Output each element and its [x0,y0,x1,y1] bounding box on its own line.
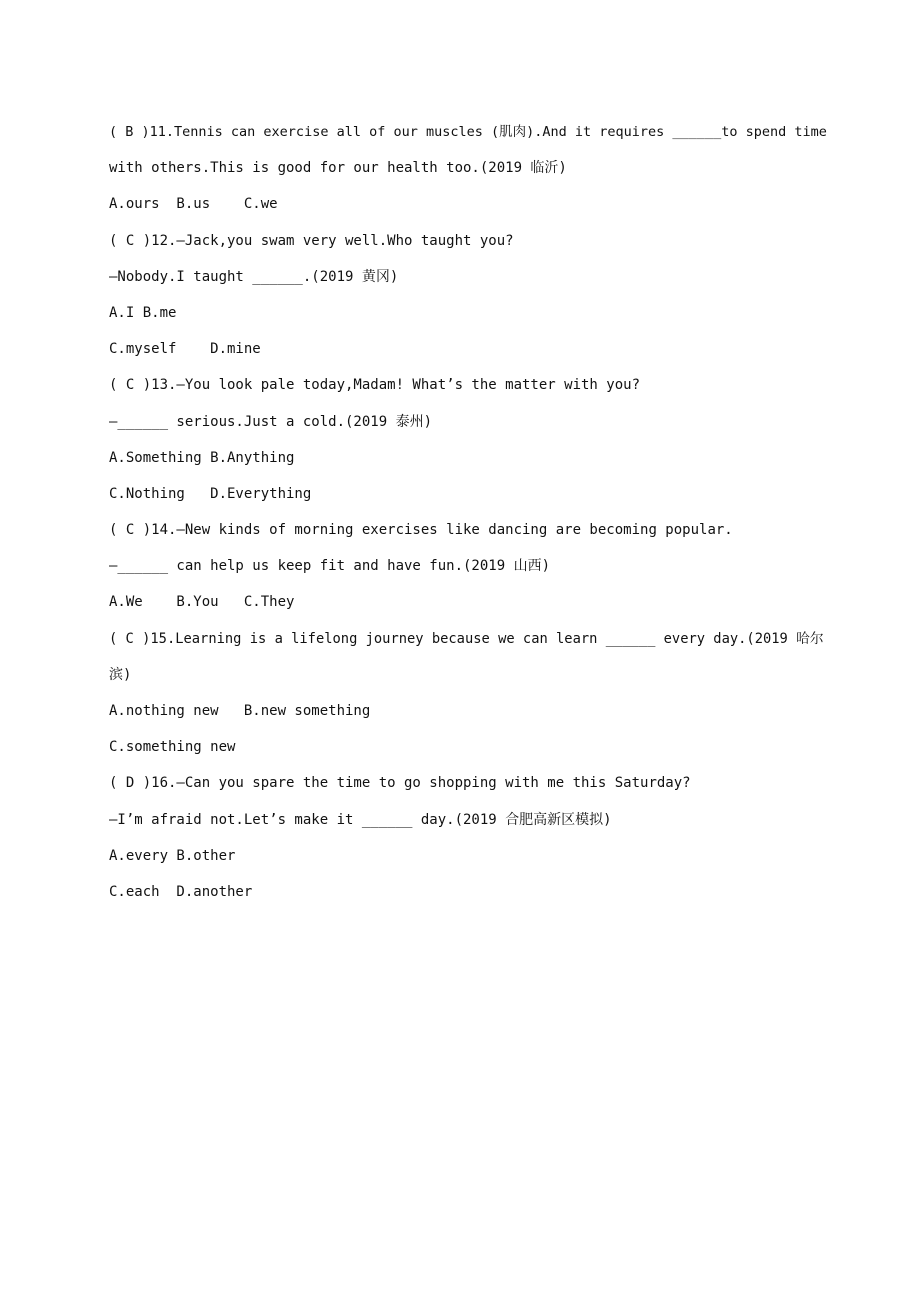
question-13-reply: —______ serious.Just a cold.(2019 泰州) [109,413,433,430]
question-14-stem: ( C )14.—New kinds of morning exercises like dancing are becoming popular. [109,522,733,539]
question-12-options-ab: A.I B.me [109,304,177,321]
question-15-options-ab: A.nothing new B.new something [109,703,371,719]
question-15-stem: ( C )15.Learning is a lifelong journey because we can learn ______ every day.(2019 哈尔 [109,630,824,647]
question-16-options-ab: A.every B.other [109,847,236,864]
question-15 [109,621,834,766]
question-11-stem: ( B )11.Tennis can exercise all of our muscles (肌肉).And it requires ______to spend time [109,124,827,140]
question-12 [109,223,834,368]
question-13-options-ab: A.Something B.Anything [109,449,295,466]
question-11-stem-cont: with others.This is good for our health too.(2019 临沂) [109,160,567,177]
question-15-options-c: C.something new [109,739,236,756]
question-16-stem: ( D )16.—Can you spare the time to go shopping with me this Saturday? [109,775,691,792]
question-16-reply: —I’m afraid not.Let’s make it ______ day.(2019 合肥高新区模拟) [109,811,612,828]
question-13 [109,367,834,512]
question-15-stem-cont: 滨) [109,666,132,683]
question-13-stem: ( C )13.—You look pale today,Madam! What’s the matter with you? [109,377,641,394]
worksheet-page [109,114,834,910]
question-12-stem: ( C )12.—Jack,you swam very well.Who taught you? [109,232,514,249]
question-14 [109,512,834,621]
question-12-options-cd: C.myself D.mine [109,341,261,358]
question-11 [109,114,834,223]
question-11-options: A.ours B.us C.we [109,196,278,213]
question-16 [109,765,834,910]
question-12-reply: —Nobody.I taught ______.(2019 黄冈) [109,268,399,285]
question-14-options: A.We B.You C.They [109,594,295,611]
question-13-options-cd: C.Nothing D.Everything [109,485,312,502]
question-16-options-cd: C.each D.another [109,883,253,900]
question-14-reply: —______ can help us keep fit and have fun.(2019 山西) [109,558,551,575]
